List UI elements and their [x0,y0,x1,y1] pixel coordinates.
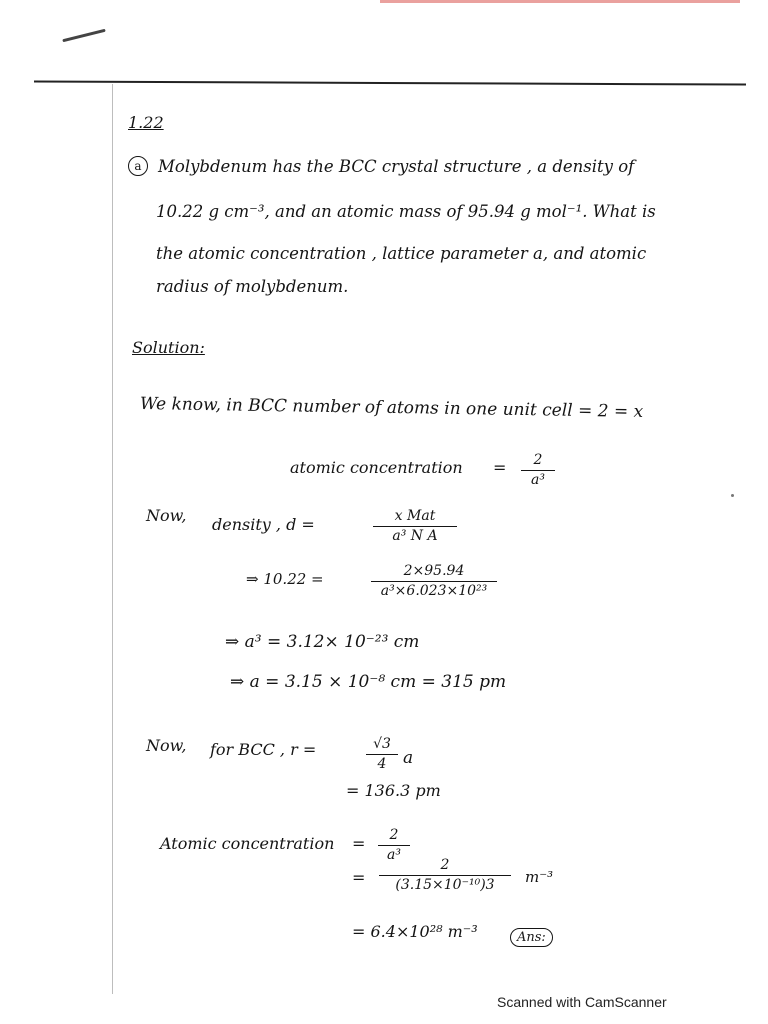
fraction-numerator: 2 [533,452,543,468]
equals-sign: = [352,834,366,853]
solution-heading: Solution: [132,338,205,357]
question-number: 1.22 [128,113,164,132]
substitution-fraction [371,563,497,599]
unit-label: m⁻³ [525,868,554,886]
part-marker: a [128,156,148,176]
density-label: density , d = [212,515,315,534]
problem-text-1: Molybdenum has the BCC crystal structure , a density of [158,157,635,176]
fraction-numerator: 2 [440,857,450,873]
problem-line-1 [128,156,634,176]
stray-dot [731,494,734,497]
fraction-denominator: a³ N A [373,526,457,544]
equals-sign: = [352,868,366,887]
equals-sign: = [493,458,507,477]
fraction-denominator: (3.15×10⁻¹⁰)3 [379,875,511,893]
problem-line-2: 10.22 g cm⁻³, and an atomic mass of 95.94 g mol⁻¹. What is [156,202,656,221]
concentration-substitution-fraction [379,857,511,893]
fraction-denominator: a³×6.023×10²³ [371,581,497,599]
fraction-denominator: 4 [366,754,398,772]
atomic-radius-result: = 136.3 pm [346,781,441,800]
atomic-concentration-label: Atomic concentration [160,834,335,853]
atomic-concentration-result: = 6.4×10²⁸ m⁻³ [352,922,478,941]
density-substitution: ⇒ 10.22 = [246,570,324,588]
fraction-numerator: x Mat [394,508,436,524]
now-label: Now, [146,736,187,755]
atomic-concentration-label: atomic concentration [290,458,463,477]
pen-mark [62,29,105,43]
fraction-numerator: 2 [389,827,399,843]
answer-tag: Ans: [510,928,553,947]
fraction-numerator: √3 [373,736,391,752]
scanner-watermark: Scanned with CamScanner [497,994,667,1010]
margin-line [112,84,113,994]
we-know-line: We know, in BCC number of atoms in one unit cell = 2 = x [139,394,644,422]
radius-formula-label: for BCC , r = [210,740,317,759]
density-fraction [373,508,457,544]
problem-line-4: radius of molybdenum. [156,277,349,296]
lattice-parameter-result: ⇒ a = 3.15 × 10⁻⁸ cm = 315 pm [230,672,507,692]
fraction-denominator: a³ [521,470,555,488]
radius-a-symbol: a [403,748,414,768]
problem-line-3: the atomic concentration , lattice parameter a, and atomic [156,244,647,263]
now-label: Now, [146,506,187,525]
fraction-numerator: 2×95.94 [403,563,465,579]
top-rule-line [34,80,746,85]
radius-fraction [366,736,398,772]
scan-edge [380,0,740,3]
atomic-concentration-fraction [521,452,555,488]
a-cubed-result: ⇒ a³ = 3.12× 10⁻²³ cm [225,632,420,652]
fraction-denominator: a³ [378,845,410,863]
